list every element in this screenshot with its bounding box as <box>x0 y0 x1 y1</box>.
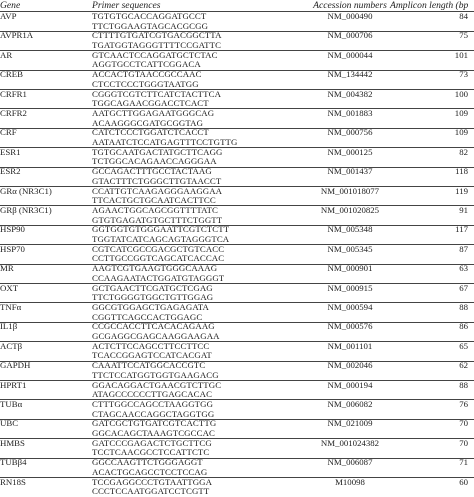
reverse-primer: TTCTCCATGGTGGTGAAGACG <box>92 369 219 380</box>
gene-name: MR <box>0 263 14 274</box>
reverse-primer: GTACTTTCTGGGCTTGTAACCT <box>92 175 222 186</box>
accession-number: NM_001024382 <box>320 437 380 448</box>
amplicon-length: 88 <box>459 379 468 390</box>
amplicon-length: 76 <box>459 399 468 409</box>
reverse-primer: TCACCGGAGTCCATCACGAT <box>92 350 212 361</box>
gene-name: CRF <box>0 127 17 138</box>
reverse-primer: CTAGCAACCAGGCTAGGTGG <box>92 408 215 419</box>
gene-name: AVPR1A <box>0 30 34 41</box>
forward-primer: AAGTCGTGAAGTGGGCAAAG <box>92 263 218 274</box>
forward-primer: CGGGTCGTCTTCATCTACTTCA <box>92 88 222 99</box>
row-divider <box>0 205 474 206</box>
reverse-primer: CGGTTCAGCCACTGGAGC <box>92 311 203 322</box>
header-amplicon-length: Amplicon length (bp <box>390 0 469 11</box>
reverse-primer: CTCCTCCCTGGGTAATGG <box>92 78 199 89</box>
amplicon-length: 118 <box>455 166 468 177</box>
amplicon-length: 60 <box>459 476 468 487</box>
forward-primer: ACCACTGTAACCGCCAAC <box>92 69 202 80</box>
accession-number: NM_000706 <box>327 30 373 41</box>
forward-primer: GGCCAAGTTCTGGGAGGT <box>92 457 203 468</box>
gene-name: IL1β <box>0 321 18 332</box>
forward-primer: ACTCTTCCAGCCTTCCTTCC <box>92 340 210 351</box>
amplicon-length: 70 <box>459 418 468 429</box>
reverse-primer: TCTGGCACAGAACCAGGGAA <box>92 156 217 167</box>
accession-number: NM_005345 <box>327 243 373 254</box>
gene-name: CRFR2 <box>0 108 27 118</box>
reverse-primer: TGATGGTAGGGTTTTCCGATTC <box>92 40 222 50</box>
reverse-primer: TTCTGGAAGTAGCACGCGG <box>92 20 209 31</box>
amplicon-length: 84 <box>459 11 468 21</box>
amplicon-length: 109 <box>454 108 468 118</box>
accession-number: NM_000901 <box>327 263 373 274</box>
amplicon-length: 101 <box>454 49 468 60</box>
forward-primer: CTTTTGTGATCGTGACGGCTTA <box>92 30 222 41</box>
accession-number: NM_004382 <box>327 88 373 99</box>
row-divider <box>0 108 474 109</box>
row-divider <box>0 128 474 129</box>
accession-number: NM_002046 <box>327 360 373 371</box>
forward-primer: CATCTCCCTGGATCTCACCT <box>92 127 209 138</box>
reverse-primer: CCCTCCAATGGATCCTCGTT <box>92 486 210 497</box>
gene-name: GRβ (NR3C1) <box>0 205 52 215</box>
forward-primer: GTCAACTCCAGGATGCTCTAC <box>92 49 218 60</box>
accession-number: NM_001437 <box>327 166 373 177</box>
amplicon-length: 86 <box>459 321 468 332</box>
amplicon-length: 73 <box>459 69 468 80</box>
forward-primer: GATCGCTGTGATCGTCACTTG <box>92 418 217 429</box>
accession-number: NM_000490 <box>327 11 373 21</box>
gene-name: GAPDH <box>0 360 31 371</box>
accession-number: NM_000756 <box>327 127 373 138</box>
amplicon-length: 82 <box>459 146 468 157</box>
accession-number: NM_005348 <box>327 224 373 235</box>
header-primer-sequences: Primer sequences <box>92 0 161 11</box>
amplicon-length: 88 <box>459 302 468 312</box>
forward-primer: CCGCCACCTTCACACAGAAG <box>92 321 215 332</box>
row-divider <box>0 89 474 90</box>
gene-name: HSP90 <box>0 224 25 235</box>
row-divider <box>0 438 474 439</box>
gene-name: AVP <box>0 11 17 21</box>
reverse-primer: ATAGCCCCCCTTGAGCACAC <box>92 389 213 400</box>
forward-primer: CGTCATCGCCGACGCTGTCACC <box>92 243 225 254</box>
amplicon-length: 109 <box>454 127 468 138</box>
forward-primer: GATCCCGAGACTCTGCTTCG <box>92 437 212 448</box>
reverse-primer: TGGCAGAACGGACCTCACT <box>92 98 209 109</box>
accession-number: NM_001020825 <box>320 205 380 215</box>
accession-number: NM_006082 <box>327 399 373 409</box>
accession-number: NM_006087 <box>327 457 373 468</box>
accession-number: M10098 <box>335 476 365 487</box>
amplicon-length: 119 <box>455 185 468 196</box>
forward-primer: TGTGTGCACCAGGATGCCT <box>92 11 207 21</box>
forward-primer: CAAATTCCATGGCACCGTC <box>92 360 206 371</box>
forward-primer: GCTGAACTTCGATGCTCGAG <box>92 282 213 293</box>
amplicon-length: 62 <box>459 360 468 371</box>
amplicon-length: 100 <box>454 88 468 99</box>
accession-number: NM_001883 <box>327 108 373 118</box>
gene-name: HMBS <box>0 437 25 448</box>
forward-primer: CCATTGTCAAGAGGGAAGGAA <box>92 185 223 196</box>
row-divider <box>0 477 474 478</box>
reverse-primer: TGGTATCATCAGCAGTAGGGTCA <box>92 234 230 244</box>
header-gene: Gene <box>0 0 21 11</box>
amplicon-length: 91 <box>459 205 468 215</box>
accession-number: NM_000576 <box>327 321 373 332</box>
reverse-primer: ACAAGGGCGATGCGGTAG <box>92 117 204 128</box>
gene-name: AR <box>0 49 13 60</box>
row-divider <box>0 264 474 265</box>
forward-primer: TGTGCAATGACTATGCTTCAGG <box>92 146 223 157</box>
row-divider <box>0 11 474 12</box>
accession-number: NM_001101 <box>327 340 373 351</box>
gene-name: TUBβ4 <box>0 457 27 468</box>
accession-number: NM_001018077 <box>320 185 380 196</box>
reverse-primer: CCTTGCCGGTCAGCATCACCAC <box>92 253 225 264</box>
accession-number: NM_021009 <box>327 418 373 429</box>
reverse-primer: TTCACTGCTGCAATCACTTCC <box>92 195 216 206</box>
gene-name: OXT <box>0 282 19 293</box>
gene-name: ESR1 <box>0 146 21 157</box>
reverse-primer: CCAAGAATACTGGATGTAGGGT <box>92 272 225 283</box>
reverse-primer: GTGTGAGATGTGCTTTCTGGTT <box>92 214 223 225</box>
row-divider <box>0 70 474 71</box>
row-divider <box>0 419 474 420</box>
amplicon-length: 71 <box>459 457 468 468</box>
forward-primer: GGCGTGGAGCTGAGAGATA <box>92 302 210 312</box>
row-divider <box>0 361 474 362</box>
row-divider <box>0 302 474 303</box>
reverse-primer: TCCTCAACGCCTCCATTCTC <box>92 447 210 458</box>
accession-number: NM_000194 <box>327 379 373 390</box>
amplicon-length: 87 <box>459 243 468 254</box>
row-divider <box>0 167 474 168</box>
gene-name: GRα (NR3C1) <box>0 185 52 196</box>
forward-primer: AGAACTGGCAGCGGTTTTATC <box>92 205 219 215</box>
amplicon-length: 75 <box>459 30 468 41</box>
gene-name: HPRT1 <box>0 379 27 390</box>
accession-number: NM_134442 <box>327 69 373 80</box>
row-divider <box>0 50 474 51</box>
forward-primer: CTTTGGCCAGCCTAAGGTGG <box>92 399 214 409</box>
amplicon-length: 67 <box>459 282 468 293</box>
accession-number: NM_000594 <box>327 302 373 312</box>
row-divider <box>0 186 474 187</box>
row-divider <box>0 458 474 459</box>
gene-name: TNFα <box>0 302 22 312</box>
row-divider <box>0 147 474 148</box>
row-divider <box>0 283 474 284</box>
accession-number: NM_000044 <box>327 49 373 60</box>
gene-name: ESR2 <box>0 166 21 177</box>
row-divider <box>0 225 474 226</box>
accession-number: NM_000915 <box>327 282 373 293</box>
gene-name: ACTβ <box>0 340 23 351</box>
gene-name: CRFR1 <box>0 88 27 99</box>
row-divider <box>0 244 474 245</box>
gene-name: UBC <box>0 418 19 429</box>
amplicon-length: 65 <box>459 340 468 351</box>
header-accession-numbers: Accession numbers <box>313 0 387 11</box>
forward-primer: AATGCTTGGAGAATGGGCAG <box>92 108 215 118</box>
amplicon-length: 70 <box>459 437 468 448</box>
gene-name: TUBα <box>0 399 23 409</box>
gene-name: CREB <box>0 69 23 80</box>
forward-primer: GGTGGTGTGGGAATTCGTCTCTT <box>92 224 230 235</box>
row-divider <box>0 341 474 342</box>
forward-primer: GCCAGACTTTGCCTACTAAG <box>92 166 212 177</box>
forward-primer: GGACAGGACTGAACGTCTTGC <box>92 379 222 390</box>
row-divider <box>0 322 474 323</box>
reverse-primer: GCGAGGCGAGCAAGGAAGAA <box>92 331 220 341</box>
row-divider <box>0 31 474 32</box>
amplicon-length: 63 <box>459 263 468 274</box>
gene-name: RN18S <box>0 476 26 487</box>
accession-number: NM_000125 <box>327 146 373 157</box>
row-divider <box>0 380 474 381</box>
reverse-primer: TTCTGGGGTGGCTGTTGGAG <box>92 292 214 303</box>
gene-name: HSP70 <box>0 243 25 254</box>
reverse-primer: AATAATCTCCATGAGTTTCCTGTTG <box>92 137 238 147</box>
row-divider <box>0 399 474 400</box>
forward-primer: TCCGAGGCCCTGTAATTGGA <box>92 476 213 487</box>
reverse-primer: ACACTGCAGCCTCCTCCAG <box>92 466 208 477</box>
reverse-primer: AGGTGCCTCATTCGGACA <box>92 59 201 70</box>
amplicon-length: 117 <box>455 224 468 235</box>
reverse-primer: GGCACAGCTAAAGTCGCCAC <box>92 428 215 438</box>
